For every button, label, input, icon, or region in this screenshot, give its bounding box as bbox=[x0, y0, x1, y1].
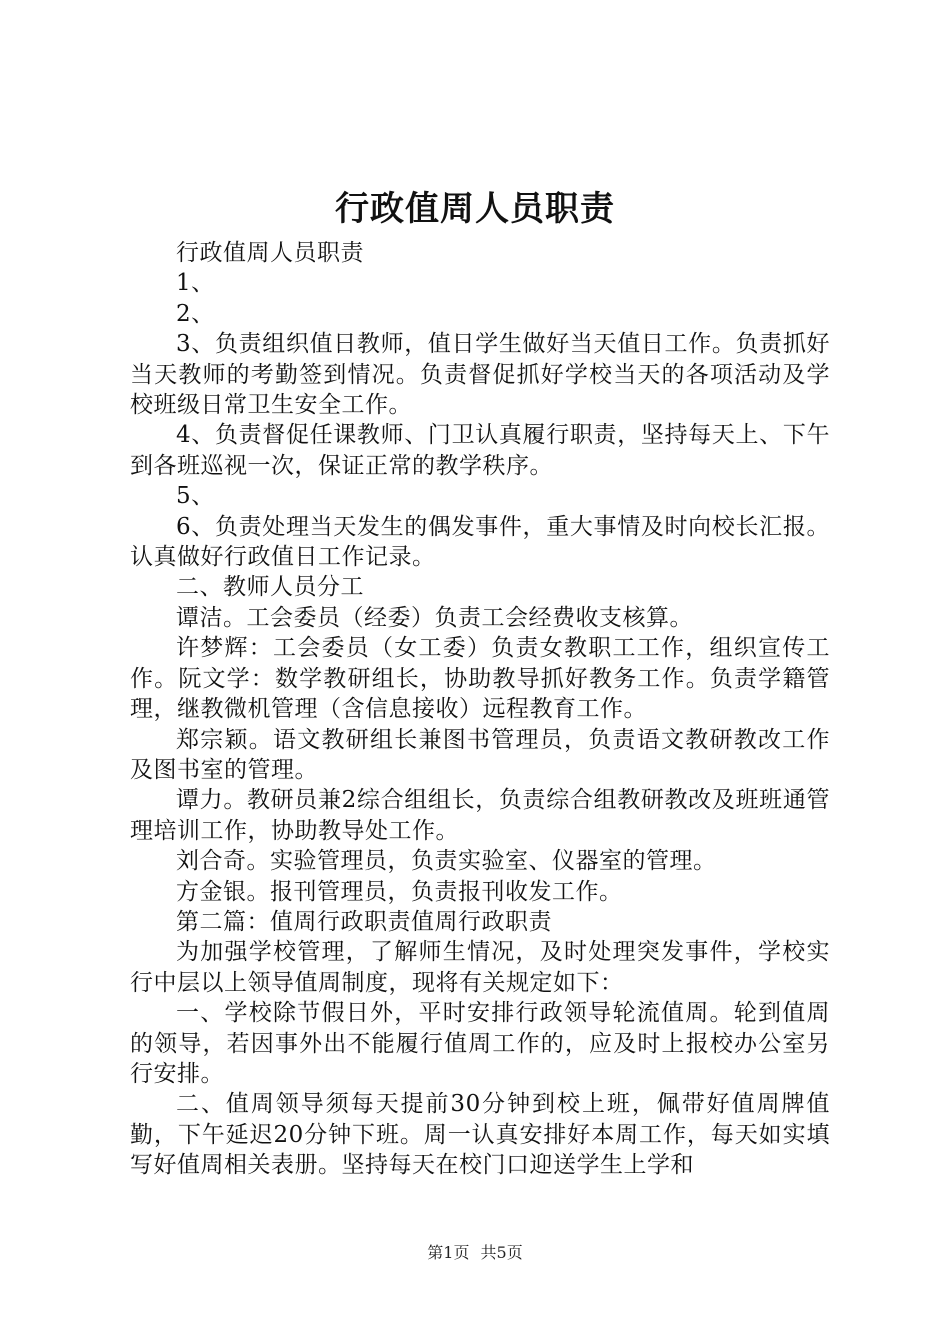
paragraph: 刘合奇。实验管理员，负责实验室、仪器室的管理。 bbox=[176, 848, 717, 875]
paragraph: 行政值周人员职责 bbox=[176, 240, 364, 266]
paragraph: 谭力。教研员兼2综合组组长，负责综合组教研教改及班班通管理培训工作，协助教导处工作。 bbox=[130, 787, 830, 844]
paragraph: 许梦辉：工会委员（女工委）负责女教职工工作，组织宣传工作。阮文学：数学教研组长，协助教导抓好教务工作。负责学籍管理，继教微机管理（含信息接收）远程教育工作。 bbox=[130, 635, 830, 723]
paragraph: 二、值周领导须每天提前30分钟到校上班，佩带好值周牌值勤，下午延迟20分钟下班。周一认真安排好本周工作，每天如实填写好值周相关表册。坚持每天在校门口迎送学生上学和 bbox=[130, 1091, 830, 1179]
paragraph: 为加强学校管理，了解师生情况，及时处理突发事件，学校实行中层以上领导值周制度，现将有关规定如下： bbox=[130, 939, 830, 996]
paragraph: 5、 bbox=[176, 483, 215, 510]
paragraph: 6、负责处理当天发生的偶发事件，重大事情及时向校长汇报。认真做好行政值日工作记录。 bbox=[130, 513, 830, 571]
paragraph: 郑宗颖。语文教研组长兼图书管理员，负责语文教研教改工作及图书室的管理。 bbox=[130, 726, 830, 783]
page-footer bbox=[0, 1242, 950, 1264]
section-heading: 第二篇：值周行政职责值周行政职责 bbox=[176, 908, 552, 935]
paragraph: 2、 bbox=[176, 300, 215, 327]
paragraph: 1、 bbox=[176, 270, 215, 297]
paragraph: 方金银。报刊管理员，负责报刊收发工作。 bbox=[176, 878, 623, 905]
page-number: 第1页 bbox=[427, 1243, 470, 1262]
paragraph: 3、负责组织值日教师，值日学生做好当天值日工作。负责抓好当天教师的考勤签到情况。负责督促抓好学校当天的各项活动及学校班级日常卫生安全工作。 bbox=[130, 331, 830, 419]
document-body bbox=[130, 238, 830, 1181]
document-title: 行政值周人员职责 bbox=[335, 189, 615, 229]
paragraph: 谭洁。工会委员（经委）负责工会经费收支核算。 bbox=[176, 604, 693, 631]
paragraph: 4、负责督促任课教师、门卫认真履行职责，坚持每天上、下午到各班巡视一次，保证正常的教学秩序。 bbox=[130, 422, 830, 479]
page-total: 共5页 bbox=[480, 1243, 523, 1262]
section-heading: 二、教师人员分工 bbox=[176, 574, 364, 601]
paragraph: 一、学校除节假日外，平时安排行政领导轮流值周。轮到值周的领导，若因事外出不能履行值周工作的，应及时上报校办公室另行安排。 bbox=[130, 1000, 830, 1087]
